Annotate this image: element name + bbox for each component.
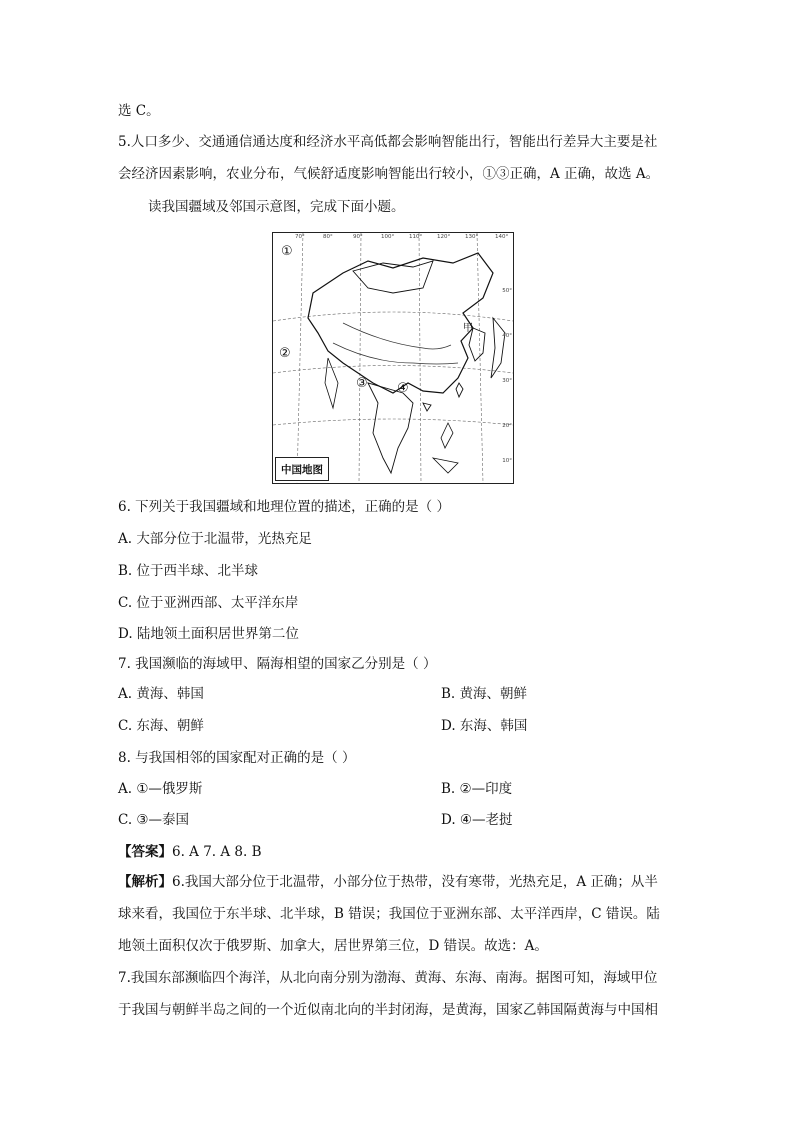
q7-option-a: A. 黄海、韩国: [118, 686, 204, 702]
q7-option-d: D. 东海、韩国: [441, 718, 528, 734]
q6-option-a: A. 大部分位于北温带，光热充足: [118, 531, 312, 547]
analysis-line-5: 于我国与朝鲜半岛之间的一个近似南北向的半封闭海，是黄海，国家乙韩国隔黄海与中国相: [118, 1002, 658, 1018]
tick-right-4: 20°: [502, 423, 512, 429]
answer-label: 【答案】: [118, 844, 172, 860]
tick-top-7: 130°: [465, 234, 479, 240]
answer-text: 6. A 7. A 8. B: [172, 844, 262, 860]
tick-top-6: 120°: [437, 234, 451, 240]
tick-top-2: 80°: [323, 234, 333, 240]
tick-right-3: 30°: [502, 378, 512, 384]
line-1: 选 C。: [118, 103, 160, 119]
tick-top-5: 110°: [409, 234, 423, 240]
q7-option-b: B. 黄海、朝鲜: [441, 686, 528, 702]
map-drawing: [273, 233, 513, 483]
tick-right-2: 40°: [502, 333, 512, 339]
tick-right-1: 50°: [502, 288, 512, 294]
tick-top-8: 140°: [495, 234, 509, 240]
q7-option-c: C. 东海、朝鲜: [118, 718, 204, 734]
marker-1: ①: [281, 244, 293, 259]
marker-4: ④: [397, 381, 409, 396]
q6-option-c: C. 位于亚洲西部、太平洋东岸: [118, 595, 299, 611]
q8-stem: 8. 与我国相邻的国家配对正确的是（ ）: [118, 750, 356, 766]
analysis-label: 【解析】: [118, 874, 172, 890]
analysis-line-4: 7.我国东部濒临四个海洋，从北向南分别为渤海、黄海、东海、南海。据图可知，海域甲位: [118, 970, 658, 986]
tick-top-4: 100°: [381, 234, 395, 240]
tick-right-5: 10°: [502, 458, 512, 464]
q6-option-d: D. 陆地领土面积居世界第二位: [118, 626, 299, 642]
q8-option-b: B. ②—印度: [441, 781, 513, 797]
china-map-figure: [272, 232, 514, 484]
q8-option-c: C. ③—泰国: [118, 812, 190, 828]
line-2: 5.人口多少、交通通信通达度和经济水平高低都会影响智能出行，智能出行差异大主要是社: [118, 134, 658, 150]
answer-line: [118, 842, 262, 862]
line-3: 会经济因素影响，农业分布，气候舒适度影响智能出行较小，①③正确，A 正确，故选 A。: [118, 166, 660, 182]
analysis-text-1: 6.我国大部分位于北温带，小部分位于热带，没有寒带，光热充足，A 正确；从半: [172, 874, 658, 890]
q8-option-a: A. ①—俄罗斯: [118, 781, 203, 797]
analysis-line-1: [118, 872, 658, 892]
analysis-line-3: 地领土面积仅次于俄罗斯、加拿大，居世界第三位，D 错误。故选：A。: [118, 938, 548, 954]
tick-top-3: 90°: [353, 234, 363, 240]
analysis-line-2: 球来看，我国位于东半球、北半球，B 错误；我国位于亚洲东部、太平洋西岸，C 错误。陆: [118, 906, 660, 922]
marker-3: ③: [356, 376, 368, 391]
q6-stem: 6. 下列关于我国疆域和地理位置的描述，正确的是（ ）: [118, 499, 450, 515]
q6-option-b: B. 位于西半球、北半球: [118, 563, 259, 579]
map-title-label: 中国地图: [275, 457, 329, 481]
marker-2: ②: [279, 346, 291, 361]
q7-stem: 7. 我国濒临的海域甲、隔海相望的国家乙分别是（ ）: [118, 656, 437, 672]
tick-top-1: 70°: [295, 234, 305, 240]
intro-line: 读我国疆域及邻国示意图，完成下面小题。: [148, 199, 405, 215]
q8-option-d: D. ④—老挝: [441, 812, 513, 828]
sea-label-jia: 甲: [463, 323, 473, 334]
